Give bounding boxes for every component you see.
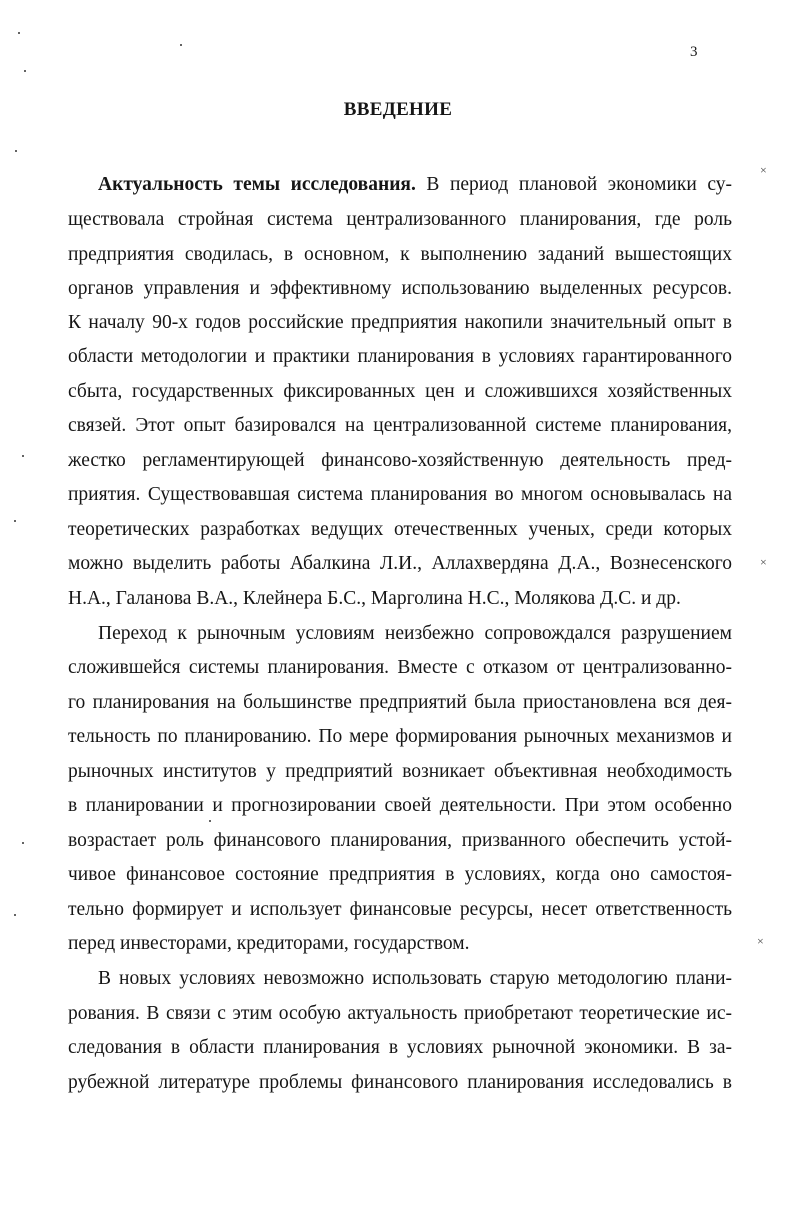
text-line: области методологии и практики планирования в условиях гарантированного xyxy=(68,346,732,367)
text-line: В новых условиях невозможно использовать старую методологию плани- xyxy=(98,968,732,989)
text-line: сложившейся системы планирования. Вместе с отказом от централизованно- xyxy=(68,657,732,678)
scan-dot-icon xyxy=(22,842,24,844)
scan-dot-icon xyxy=(14,520,16,522)
text-line: связей. Этот опыт базировался на централизованной системе планирования, xyxy=(68,415,732,436)
text-line: можно выделить работы Абалкина Л.И., Аллахвердяна Д.А., Вознесенского xyxy=(68,553,732,574)
text-line: Переход к рыночным условиям неизбежно сопровождался разрушением xyxy=(98,623,732,644)
text-line: К началу 90-х годов российские предприятия накопили значительный опыт в xyxy=(68,312,732,333)
text-line: Н.А., Галанова В.А., Клейнера Б.С., Марголина Н.С., Молякова Д.С. и др. xyxy=(68,588,681,609)
lead-phrase: Актуальность темы исследования. xyxy=(98,174,416,195)
scan-dot-icon xyxy=(24,70,26,72)
text-line: предприятия сводилась, в основном, к выполнению заданий вышестоящих xyxy=(68,244,732,265)
scan-mark-icon: × xyxy=(760,555,767,569)
text-line: чивое финансовое состояние предприятия в условиях, когда оно самостоя- xyxy=(68,864,732,885)
scan-dot-icon xyxy=(14,914,16,916)
scan-dot-icon xyxy=(180,44,182,46)
text-line: жестко регламентирующей финансово-хозяйственную деятельность пред- xyxy=(68,450,732,471)
scan-dot-icon xyxy=(209,820,211,822)
text-line: возрастает роль финансового планирования, призванного обеспечить устой- xyxy=(68,830,732,851)
text-line: Актуальность темы исследования. В период плановой экономики су- xyxy=(98,174,732,195)
scan-mark-icon: × xyxy=(757,934,764,948)
text-line: органов управления и эффективному использованию выделенных ресурсов. xyxy=(68,278,732,299)
text-line: ществовала стройная система централизованного планирования, где роль xyxy=(68,209,732,230)
page-title: ВВЕДЕНИЕ xyxy=(343,99,453,120)
scan-dot-icon xyxy=(15,150,17,152)
text-line: сбыта, государственных фиксированных цен и сложившихся хозяйственных xyxy=(68,381,732,402)
text-line: рубежной литературе проблемы финансового планирования исследовались в xyxy=(68,1072,732,1093)
text-line: следования в области планирования в условиях рыночной экономики. В за- xyxy=(68,1037,732,1058)
text-line: в планировании и прогнозировании своей деятельности. При этом особенно xyxy=(68,795,732,816)
text-line: приятия. Существовавшая система планирования во многом основывалась на xyxy=(68,484,732,505)
text-line: го планирования на большинстве предприятий была приостановлена вся дея- xyxy=(68,692,732,713)
page-number: 3 xyxy=(690,44,698,60)
text-line: тельно формирует и использует финансовые ресурсы, несет ответственность xyxy=(68,899,732,920)
text-line: рыночных институтов у предприятий возникает объективная необходимость xyxy=(68,761,732,782)
scan-dot-icon xyxy=(18,32,20,34)
text-line: перед инвесторами, кредиторами, государством. xyxy=(68,933,470,954)
text-line: теоретических разработках ведущих отечественных ученых, среди которых xyxy=(68,519,732,540)
text-line: рования. В связи с этим особую актуальность приобретают теоретические ис- xyxy=(68,1003,732,1024)
scan-mark-icon: × xyxy=(760,163,767,177)
text-line: тельность по планированию. По мере формирования рыночных механизмов и xyxy=(68,726,732,747)
scan-dot-icon xyxy=(22,455,24,457)
